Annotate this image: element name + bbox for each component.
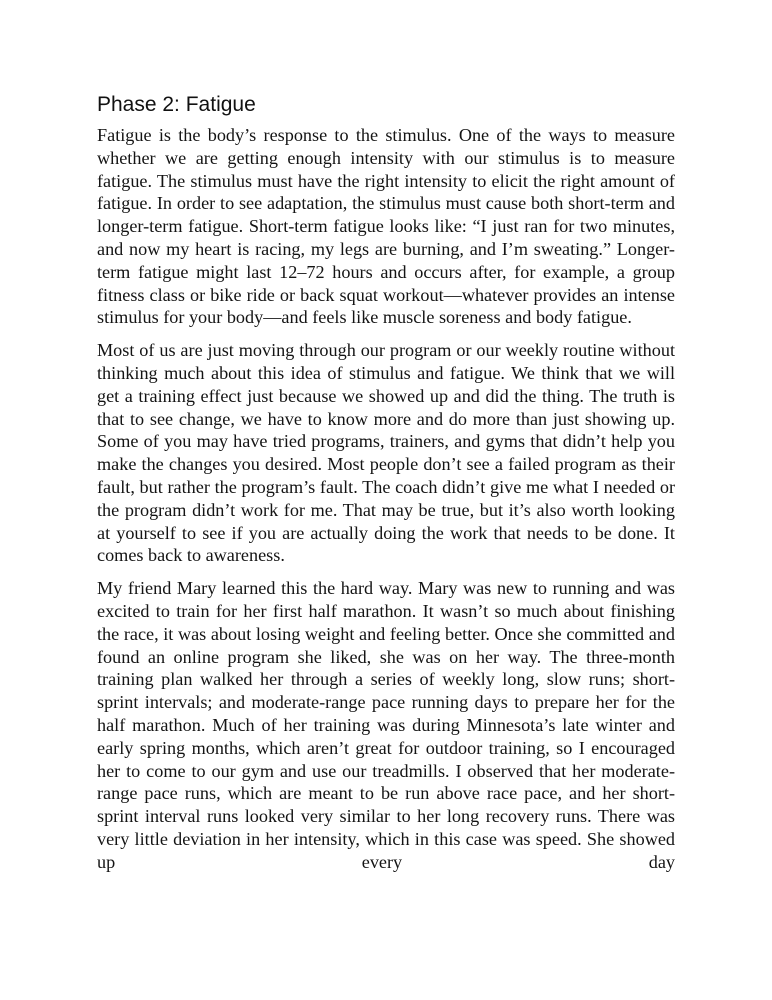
body-paragraph: Fatigue is the body’s response to the stimulus. One of the ways to measure whether we are getting enough intensity with our stimulus is to measure fatigue. The stimulus must have the right intensity to elicit the right amount of fatigue. In order to see adaptation, the stimulus must cause both short-term and longer-term fatigue. Short-term fatigue looks like: “I just ran for two minutes, and now my heart is racing, my legs are burning, and I’m sweating.” Longer-term fatigue might last 12–72 hours and occurs after, for example, a group fitness class or bike ride or back squat workout—whatever provides an intense stimulus for your body—and feels like muscle soreness and body fatigue. <box>97 125 675 328</box>
page-content <box>97 91 675 884</box>
section-heading: Phase 2: Fatigue <box>97 93 256 116</box>
body-paragraph: My friend Mary learned this the hard way. Mary was new to running and was excited to train for her first half marathon. It wasn’t so much about finishing the race, it was about losing weight and feeling better. Once she committed and found an online program she liked, she was on her way. The three-month training plan walked her through a series of weekly long, slow runs; short-sprint intervals; and moderate-range pace running days to prepare her for the half marathon. Much of her training was during Minnesota’s late winter and early spring months, which aren’t great for outdoor training, so I encouraged her to come to our gym and use our treadmills. I observed that her moderate-range pace runs, which are meant to be run above race pace, and her short-sprint interval runs looked very similar to her long recovery runs. There was very little deviation in her intensity, which in this case was speed. She showed up every day <box>97 578 675 872</box>
body-paragraph: Most of us are just moving through our program or our weekly routine without thinking much about this idea of stimulus and fatigue. We think that we will get a training effect just because we showed up and did the thing. The truth is that to see change, we have to know more and do more than just showing up. Some of you may have tried programs, trainers, and gyms that didn’t help you make the changes you desired. Most people don’t see a failed program as their fault, but rather the program’s fault. The coach didn’t give me what I needed or the program didn’t work for me. That may be true, but it’s also worth looking at yourself to see if you are actually doing the work that needs to be done. It comes back to awareness. <box>97 340 675 566</box>
